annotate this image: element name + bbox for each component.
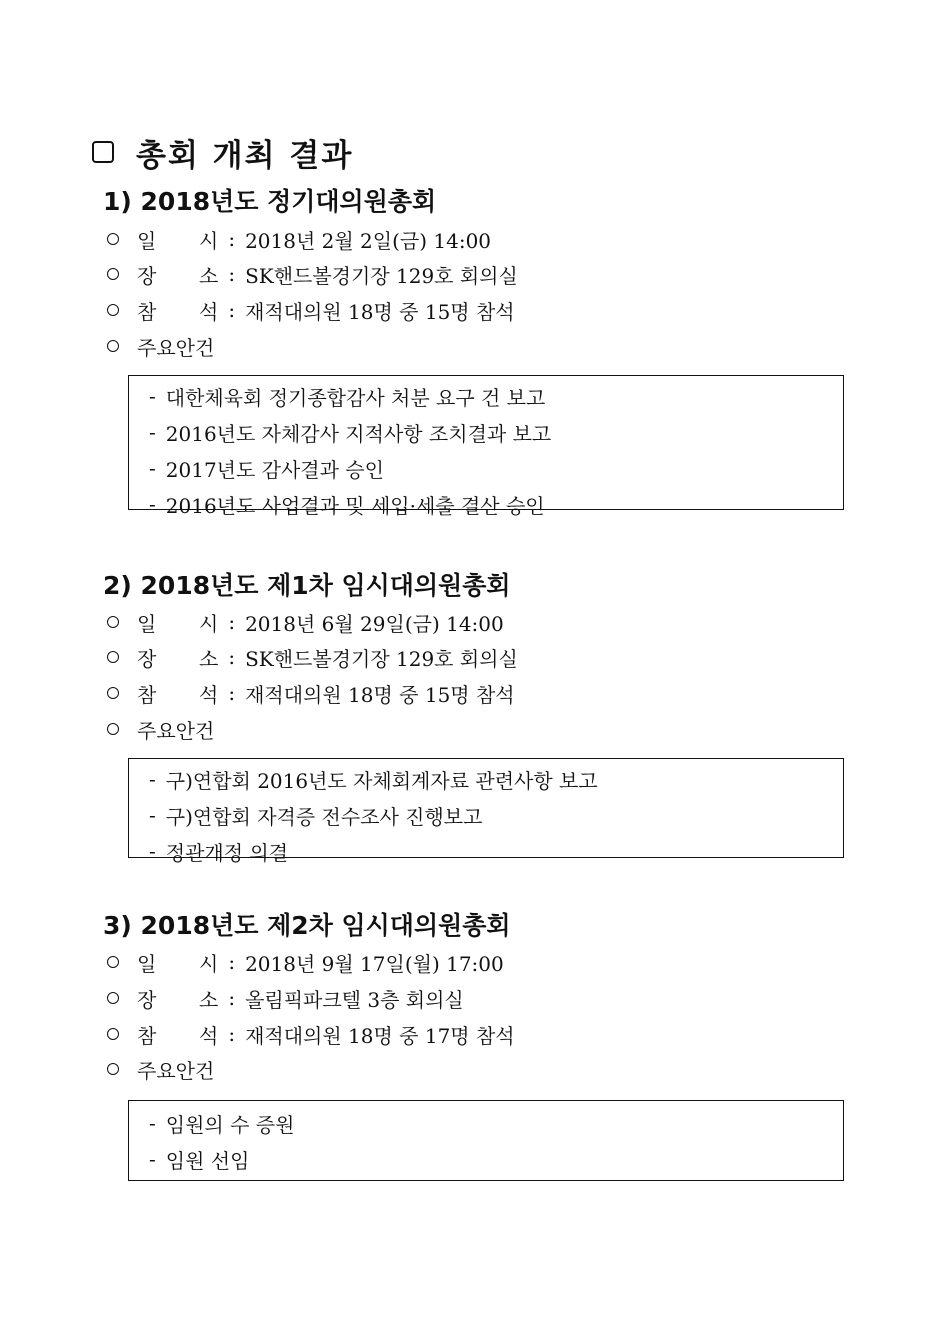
agenda-label: 주요안건 <box>137 718 215 743</box>
date-value: 2018년 6월 29일(금) 14:00 <box>245 611 504 636</box>
page-title-text: 총회 개최 결과 <box>136 137 354 174</box>
attendance-row: 참 석 : 재적대의원 18명 중 17명 참석 <box>103 1020 515 1048</box>
agenda-item: - 구)연합회 2016년도 자체회계자료 관련사항 보고 <box>149 767 598 793</box>
attendance-row: 참 석 : 재적대의원 18명 중 15명 참석 <box>103 296 515 324</box>
circle-bullet-icon <box>107 340 119 352</box>
date-row: 일 시 : 2018년 9월 17일(월) 17:00 <box>103 948 504 976</box>
attendance-value: 재적대의원 18명 중 15명 참석 <box>245 299 515 324</box>
agenda-item: - 2016년도 자체감사 지적사항 조치결과 보고 <box>149 420 552 446</box>
circle-bullet-icon <box>107 956 119 968</box>
date-row: 일 시 : 2018년 6월 29일(금) 14:00 <box>103 608 504 636</box>
circle-bullet-icon <box>107 1028 119 1040</box>
section-heading: 1) 2018년도 정기대의원총회 <box>103 187 437 216</box>
circle-bullet-icon <box>107 723 119 735</box>
agenda-box <box>128 758 844 865</box>
place-row: 장 소 : 올림픽파크텔 3층 회의실 <box>103 984 464 1012</box>
attendance-value: 재적대의원 18명 중 15명 참석 <box>245 682 515 707</box>
agenda-label: 주요안건 <box>137 1058 215 1083</box>
circle-bullet-icon <box>107 304 119 316</box>
agenda-item: - 정관개정 의결 <box>149 839 289 865</box>
agenda-item: - 2017년도 감사결과 승인 <box>149 456 384 482</box>
circle-bullet-icon <box>107 1063 119 1075</box>
agenda-item: - 임원 선임 <box>149 1147 250 1173</box>
place-value: SK핸드볼경기장 129호 회의실 <box>245 263 518 288</box>
agenda-item: - 2016년도 사업결과 및 세입·세출 결산 승인 <box>149 492 545 518</box>
agenda-box <box>128 1100 844 1181</box>
square-icon <box>92 141 114 163</box>
place-value: SK핸드볼경기장 129호 회의실 <box>245 646 518 671</box>
circle-bullet-icon <box>107 992 119 1004</box>
agenda-label: 주요안건 <box>137 335 215 360</box>
date-row: 일 시 : 2018년 2월 2일(금) 14:00 <box>103 225 491 253</box>
page-title <box>92 128 353 176</box>
circle-bullet-icon <box>107 651 119 663</box>
agenda-label-row <box>103 332 214 360</box>
date-value: 2018년 2월 2일(금) 14:00 <box>245 228 492 253</box>
circle-bullet-icon <box>107 268 119 280</box>
agenda-box <box>128 375 844 518</box>
agenda-item: - 임원의 수 증원 <box>149 1111 295 1137</box>
attendance-row: 참 석 : 재적대의원 18명 중 15명 참석 <box>103 679 515 707</box>
place-row: 장 소 : SK핸드볼경기장 129호 회의실 <box>103 260 518 288</box>
agenda-item: - 구)연합회 자격증 전수조사 진행보고 <box>149 803 483 829</box>
date-value: 2018년 9월 17일(월) 17:00 <box>245 951 504 976</box>
circle-bullet-icon <box>107 687 119 699</box>
agenda-label-row <box>103 1055 214 1083</box>
agenda-item: - 대한체육회 정기종합감사 처분 요구 건 보고 <box>149 384 546 410</box>
agenda-label-row <box>103 715 214 743</box>
place-value: 올림픽파크텔 3층 회의실 <box>245 987 464 1012</box>
section-heading: 3) 2018년도 제2차 임시대의원총회 <box>103 911 511 940</box>
circle-bullet-icon <box>107 233 119 245</box>
attendance-value: 재적대의원 18명 중 17명 참석 <box>245 1023 515 1048</box>
place-row: 장 소 : SK핸드볼경기장 129호 회의실 <box>103 643 518 671</box>
circle-bullet-icon <box>107 616 119 628</box>
section-heading: 2) 2018년도 제1차 임시대의원총회 <box>103 571 511 600</box>
